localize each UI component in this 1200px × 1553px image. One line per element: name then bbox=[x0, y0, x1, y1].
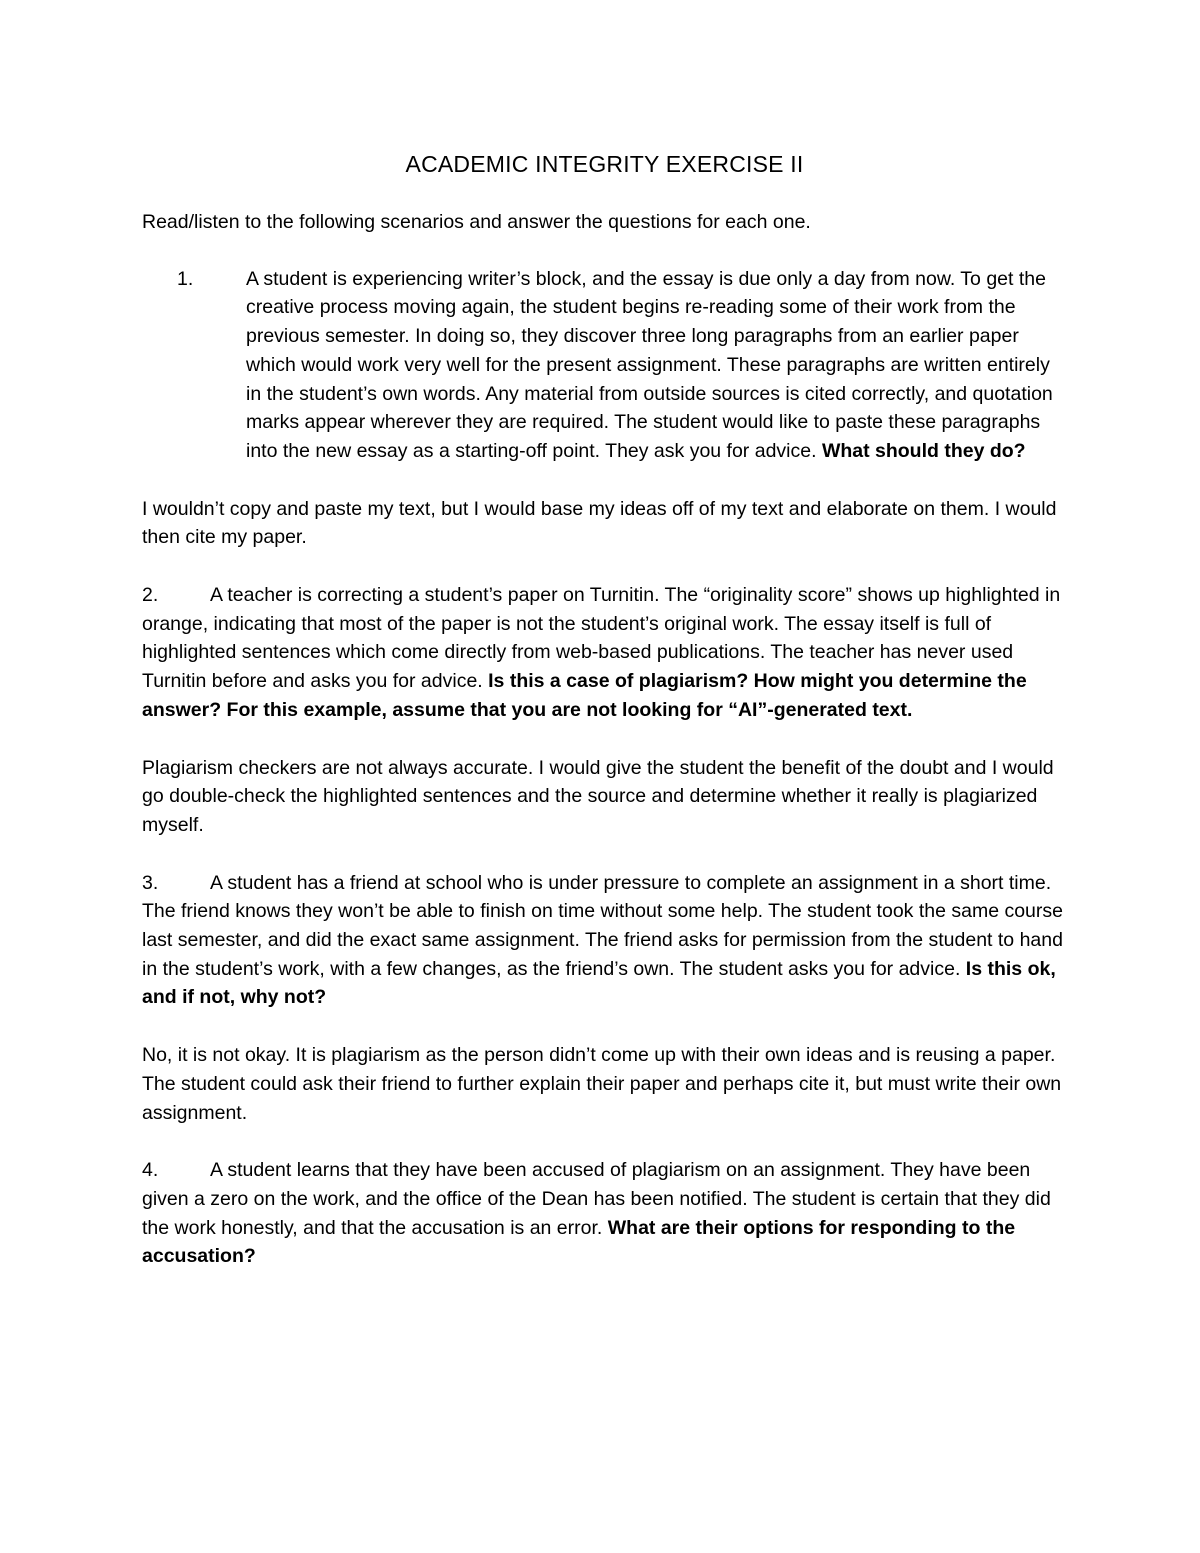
answer-3: No, it is not okay. It is plagiarism as the person didn’t come up with their own ideas and is reusing a paper. The student could ask their friend to further explain their paper and perhaps cite it, but must write their own assignment. bbox=[142, 1044, 1062, 1124]
question-number: 3. bbox=[142, 871, 159, 894]
question-2 bbox=[142, 581, 1067, 725]
question-number: 2. bbox=[142, 584, 159, 607]
question-1 bbox=[142, 265, 1067, 466]
question-number: 4. bbox=[142, 1159, 159, 1182]
question-prompt: Is this a case of plagiarism? How might you determine the answer? For this example, assume that you are not looking for “AI”-generated text. bbox=[142, 670, 1027, 721]
document-page bbox=[142, 150, 1067, 1300]
answer-1: I wouldn’t copy and paste my text, but I would base my ideas off of my text and elaborate on them. I would then cite my paper. bbox=[142, 497, 1057, 549]
question-text: A student has a friend at school who is under pressure to complete an assignment in a short time. The friend knows they won’t be able to finish on time without some help. The student took the same course last semester, and did the exact same assignment. The friend asks for permission from the student to hand in the student’s work, with a few changes, as the friend’s own. The student asks you for advice. bbox=[142, 871, 1063, 980]
question-3 bbox=[142, 869, 1067, 1013]
question-prompt: Is this ok, and if not, why not? bbox=[142, 957, 1056, 1009]
question-prompt: What are their options for responding to the accusation? bbox=[142, 1216, 1016, 1268]
question-4 bbox=[142, 1156, 1067, 1271]
question-number: 1. bbox=[177, 267, 194, 290]
answer-2: Plagiarism checkers are not always accurate. I would give the student the benefit of the doubt and I would go double-check the highlighted sentences and the source and determine whether it really is plagiarized myself. bbox=[142, 756, 1054, 836]
question-text: A student is experiencing writer’s block, and the essay is due only a day from now. To get the creative process moving again, the student begins re-reading some of their work from the previous semester. In doing so, they discover three long paragraphs from an earlier paper which would work very well for the present assignment. These paragraphs are written entirely in the student’s own words. Any material from outside sources is cited correctly, and quotation marks appear wherever they are required. The student would like to paste these paragraphs into the new essay as a starting-off point. They ask you for advice. bbox=[246, 267, 1053, 462]
question-text: A student learns that they have been accused of plagiarism on an assignment. They have been given a zero on the work, and the office of the Dean has been notified. The student is certain that they did the work honestly, and that the accusation is an error. bbox=[142, 1159, 1051, 1239]
instructions: Read/listen to the following scenarios and answer the questions for each one. bbox=[142, 211, 811, 233]
question-text: A teacher is correcting a student’s paper on Turnitin. The “originality score” shows up highlighted in orange, indicating that most of the paper is not the student’s original work. The essay itself is full of highlighted sentences which come directly from web-based publications. The teacher has never used Turnitin before and asks you for advice. bbox=[142, 584, 1061, 693]
document-title: ACADEMIC INTEGRITY EXERCISE II bbox=[405, 151, 804, 177]
question-prompt: What should they do? bbox=[821, 439, 1026, 462]
